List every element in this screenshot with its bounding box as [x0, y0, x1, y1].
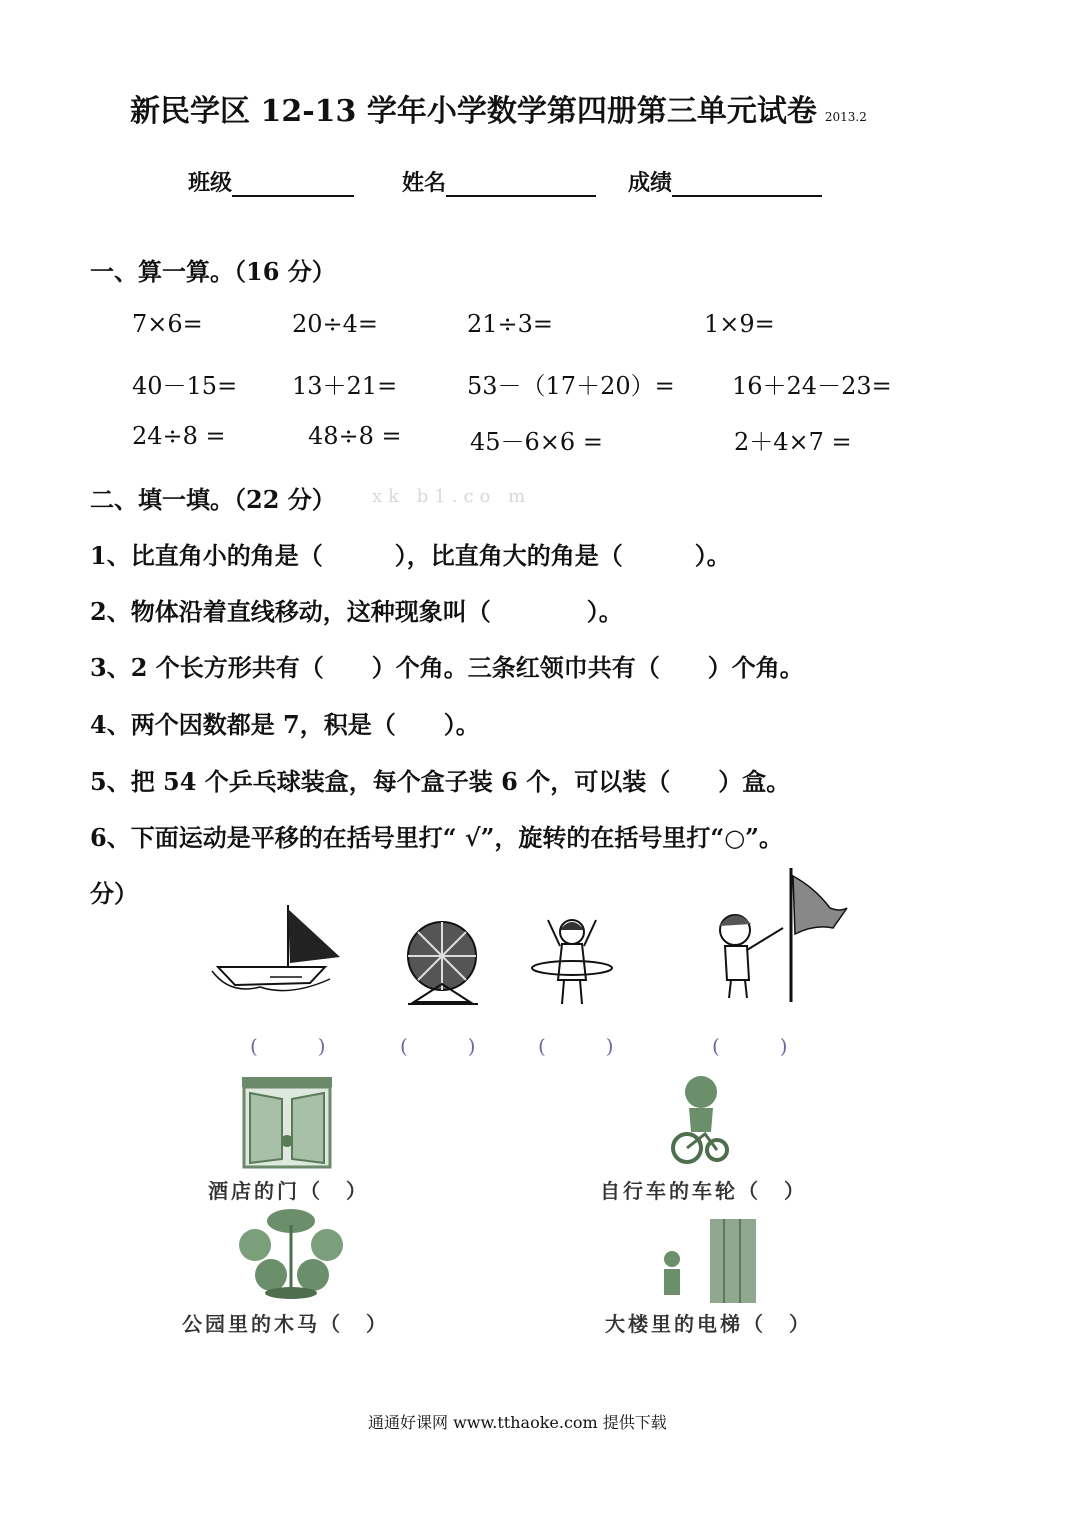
- score-label: 成绩: [628, 170, 673, 196]
- calc-item: 20÷4=: [292, 310, 379, 338]
- calc-item: 40－15=: [132, 372, 238, 400]
- class-field: [188, 166, 354, 197]
- hotel-door-icon: [240, 1075, 335, 1170]
- sailboat-icon: [210, 905, 345, 1000]
- name-blank[interactable]: [446, 171, 596, 197]
- footer-text: 通通好课网 www.tthaoke.com 提供下载: [368, 1413, 667, 1432]
- name-field: [402, 166, 596, 197]
- section2-heading: 二、填一填。（22 分）: [90, 485, 336, 514]
- calc-item: 21÷3=: [467, 310, 554, 338]
- hula-hoop-girl-icon: [528, 910, 618, 1010]
- calc-item: 48÷8 =: [308, 422, 402, 450]
- elevator-icon: [650, 1215, 760, 1305]
- flag-raising-icon: [705, 868, 850, 1003]
- answer-paren[interactable]: ( ): [250, 1034, 326, 1058]
- calc-item: 45－6×6 =: [470, 428, 603, 456]
- calc-item: 13＋21=: [292, 372, 398, 400]
- bicycle-icon: [665, 1070, 735, 1170]
- section1-heading: 一、算一算。（16 分）: [90, 257, 336, 286]
- score-field: [628, 166, 822, 197]
- fan-icon: [404, 918, 484, 1008]
- calc-item: 7×6=: [132, 310, 203, 338]
- calc-item: 24÷8 =: [132, 422, 226, 450]
- question-4: 4、两个因数都是 7，积是（ ）。: [90, 710, 480, 739]
- caption-carousel: 公园里的木马（ ）: [182, 1312, 389, 1336]
- question-5: 5、把 54 个乒乓球装盒，每个盒子装 6 个，可以装（ ）盒。: [90, 767, 791, 796]
- caption-elevator: 大楼里的电梯（ ）: [605, 1312, 812, 1336]
- question-1: 1、比直角小的角是（ ），比直角大的角是（ ）。: [90, 541, 731, 570]
- caption-bicycle: 自行车的车轮（ ）: [600, 1179, 807, 1203]
- calc-item: 16＋24－23=: [732, 372, 892, 400]
- class-label: 班级: [188, 170, 233, 196]
- question-6: 6、下面运动是平移的在括号里打“ √”，旋转的在括号里打“○”。: [90, 823, 783, 852]
- question-3: 3、2 个长方形共有（ ）个角。三条红领巾共有（ ）个角。: [90, 653, 804, 682]
- score-blank[interactable]: [672, 171, 822, 197]
- page-title: [130, 86, 867, 130]
- name-label: 姓名: [402, 170, 447, 196]
- question-6-continuation: 分）: [90, 879, 138, 908]
- watermark: xk b1.co m: [372, 486, 532, 507]
- calc-item: 1×9=: [704, 310, 775, 338]
- question-2: 2、物体沿着直线移动，这种现象叫（ ）。: [90, 597, 623, 626]
- exam-date: 2013.2: [824, 110, 867, 124]
- carousel-icon: [235, 1205, 345, 1300]
- title-text: 新民学区 12-13 学年小学数学第四册第三单元试卷: [130, 94, 817, 129]
- class-blank[interactable]: [232, 171, 354, 197]
- answer-paren[interactable]: ( ): [712, 1034, 788, 1058]
- calc-item: 2＋4×7 =: [734, 428, 852, 456]
- caption-hotel-door: 酒店的门（ ）: [208, 1179, 369, 1203]
- answer-paren[interactable]: ( ): [400, 1034, 476, 1058]
- calc-item: 53－（17＋20）=: [467, 372, 675, 400]
- answer-paren[interactable]: ( ): [538, 1034, 614, 1058]
